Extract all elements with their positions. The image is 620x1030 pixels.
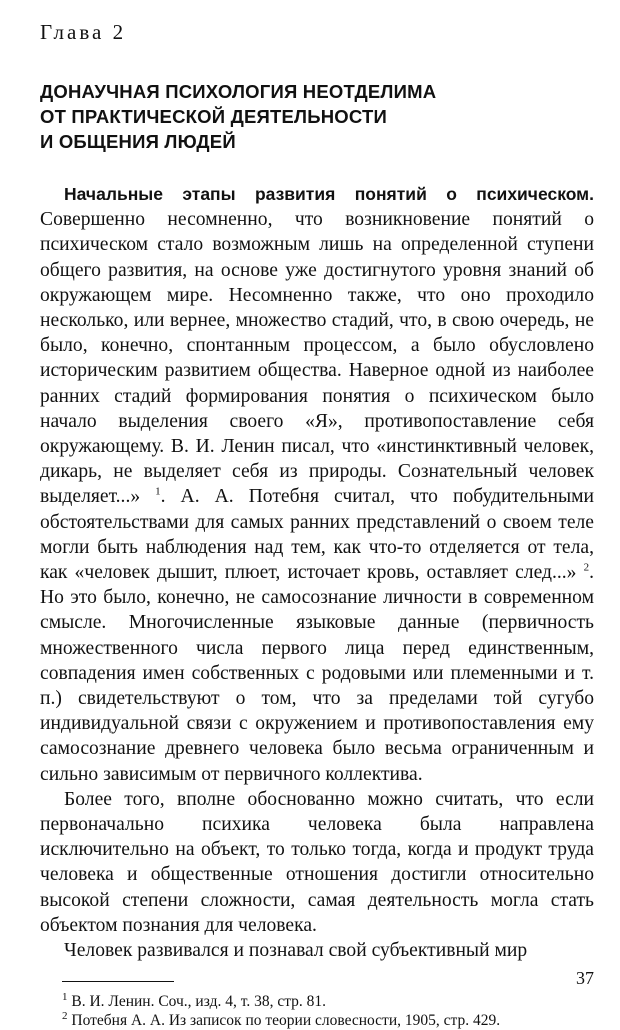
footnote-separator [62, 981, 174, 982]
paragraph-text: Совершенно несомненно, что возникновение понятий о психическом стало возможным лишь на определенной ступени общего развития, на основе уже достигнутого уровня знаний об окружающем мире. Несомненно также, что оно проходило несколько, или вернее, множество стадий, что, в свою очередь, не было, конечно, спонтанным процессом, а было обусловлено историческим развитием общества. Наверное одной из наиболее ранних стадий формирования понятия о психическом было начало выделения своего «Я», противопоставление себя окружающему. В. И. Ленин писал, что «инстинктивный человек, дикарь, не выделяет себя из природы. Сознательный человек выделяет...» [40, 209, 594, 508]
section-runin-heading: Начальные этапы развития понятий о психическом. [64, 184, 594, 204]
footnote-mark: 1 [62, 991, 68, 1004]
chapter-label: Глава 2 [40, 20, 127, 44]
page-number: 37 [576, 968, 594, 988]
footnote-text: В. И. Ленин. Соч., изд. 4, т. 38, стр. 81. [67, 993, 327, 1011]
footnote [40, 1011, 594, 1030]
footnotes [40, 992, 594, 1030]
footnote [40, 992, 594, 1011]
footnote-mark: 2 [62, 1010, 68, 1023]
paragraph: Более того, вполне обоснованно можно считать, что если первоначально психика человека была направлена исключительно на объект, то только тогда, когда и продукт труда человека и общественные отношения достигли относительно высокой степени сложности, самая деятельность могла стать объектом познания для человека. [40, 788, 594, 936]
paragraph [40, 182, 594, 787]
chapter-title-line: И ОБЩЕНИЯ ЛЮДЕЙ [40, 131, 236, 152]
paragraph-text: . А. А. Потебня считал, что побудительными обстоятельствами для самых ранних представлений о своем теле могли быть наблюдения над тем, как что-то отделяется от тела, как «человек дышит, плюет, источает кровь, оставляет след...» [40, 486, 594, 584]
paragraph-text: . Но это было, конечно, не самосознание личности в современном смысле. Многочисленные языковые данные (первичность множественного числа первого лица перед единственным, совпадения имен собственных с родовыми или племенными и т. п.) свидетельствуют о том, что за пределами той сугубо индивидуальной связи с окружением и противопоставления ему самосознание древнего человека было весьма ограниченным и сильно зависимым от первичного коллектива. [40, 562, 594, 785]
body-text [40, 182, 594, 963]
footnote-ref: 1 [155, 485, 161, 498]
chapter-title-line: ОТ ПРАКТИЧЕСКОЙ ДЕЯТЕЛЬНОСТИ [40, 106, 387, 127]
footnote-text: Потебня А. А. Из записок по теории словесности, 1905, стр. 429. [67, 1012, 501, 1030]
footnote-ref: 2 [583, 561, 590, 574]
paragraph: Человек развивался и познавал свой субъективный мир [64, 940, 528, 962]
chapter-title [40, 79, 594, 154]
chapter-title-line: ДОНАУЧНАЯ ПСИХОЛОГИЯ НЕОТДЕЛИМА [40, 81, 437, 102]
